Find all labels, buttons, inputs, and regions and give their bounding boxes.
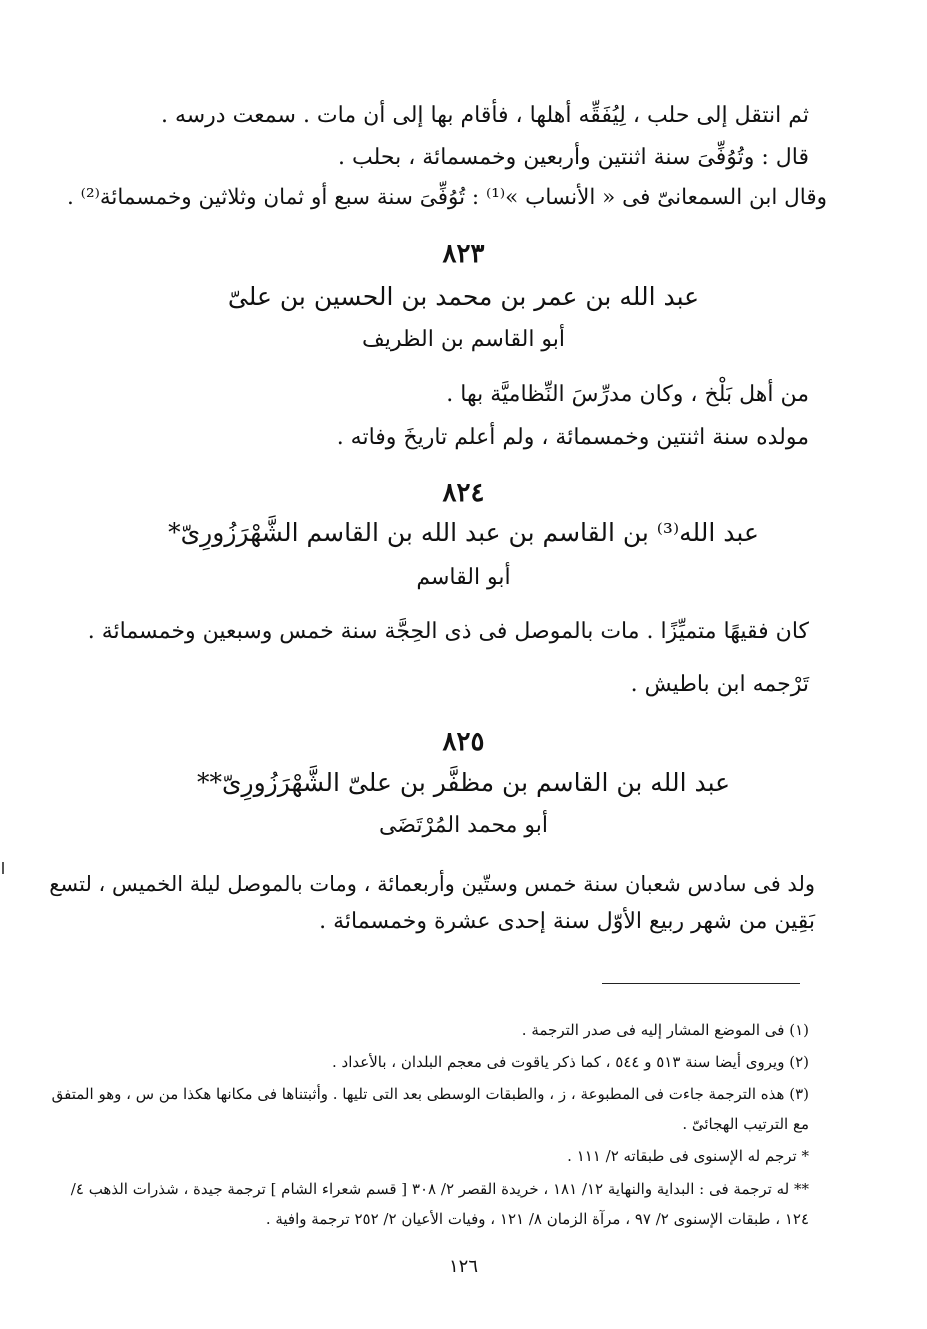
- entry-kunya-824: أبو القاسم: [416, 565, 511, 590]
- entry-name-823: عبد الله بن عمر بن محمد بن الحسين بن علىّ: [227, 282, 700, 311]
- entry-name-825: عبد الله بن القاسم بن مظفَّر بن علىّ الشَّهْرَزُورِىّ**: [196, 768, 731, 797]
- footnote-2: (٢) ويروى أيضا سنة ٥١٣ و ٥٤٤ ، كما ذكر ياقوت فى معجم البلدان ، بالأعداد .: [332, 1053, 809, 1071]
- entry-kunya-823: أبو القاسم بن الظريف: [361, 327, 566, 352]
- footnote-star: * ترجم له الإسنوى فى طبقاته ٢/ ١١١ .: [567, 1147, 809, 1165]
- entry-number-825: ٨٢٥: [442, 727, 485, 757]
- footnote-1: (١) فى الموضع المشار إليه فى صدر الترجمة .: [521, 1021, 809, 1039]
- entry-825-line-2: بَقِين من شهر ربيع الأوّل سنة إحدى عشرة وخمسمائة .: [319, 909, 815, 934]
- footnote-3: (٣) هذه الترجمة جاءت فى المطبوعة ، ز ، والطبقات الوسطى بعد التى تليها . وأثبتناها فى مكانها هكذا من س ، وهو المتفق: [51, 1085, 809, 1103]
- page-number: ١٢٦: [448, 1256, 478, 1277]
- footnote-separator: [602, 983, 800, 984]
- entry-823-line-1: من أهل بَلْخ ، وكان مدرِّسَ النِّظاميَّة بها .: [446, 382, 809, 407]
- entry-name-824: عبد الله⁽³⁾ بن القاسم بن عبد الله بن القاسم الشَّهْرَزُورِىّ*: [168, 518, 759, 547]
- entry-kunya-825: أبو محمد المُرْتَضَى: [378, 813, 549, 838]
- footnote-double-star: ** له ترجمة فى : البداية والنهاية ١٢/ ١٨١ ، خريدة القصر ٢/ ٣٠٨ [ قسم شعراء الشام ] ترجمة جيدة ، شذرات الذهب ٤/: [70, 1180, 809, 1198]
- footnote-double-star-continued: ١٢٤ ، طبقات الإسنوى ٢/ ٩٧ ، مرآة الزمان ٨/ ١٢١ ، وفيات الأعيان ٢/ ٢٥٢ ترجمة وافية .: [265, 1210, 809, 1228]
- intro-line-2: قال : وتُوُفِّىَ سنة اثنتين وأربعين وخمسمائة ، بحلب .: [338, 145, 809, 170]
- footnote-3-continued: مع الترتيب الهجائىّ .: [682, 1115, 809, 1133]
- intro-line-1: ثم انتقل إلى حلب ، لِيُفَقِّه أهلها ، فأقام بها إلى أن مات . سمعت درسه .: [160, 103, 809, 128]
- entry-number-823: ٨٢٣: [442, 239, 485, 269]
- intro-line-3: وقال ابن السمعانىّ فى « الأنساب »⁽¹⁾ : تُوُفِّىَ سنة سبع أو ثمان وثلاثين وخمسمائة⁽²⁾ .: [67, 185, 827, 210]
- entry-824-line-1: كان فقيهًا متميِّزًا . مات بالموصل فى ذى الحِجَّة سنة خمس وسبعين وخمسمائة .: [87, 619, 809, 644]
- entry-824-line-2: تَرْجمه ابن باطيش .: [630, 672, 809, 697]
- entry-825-line-1: ولد فى سادس شعبان سنة خمس وستّين وأربعمائة ، ومات بالموصل ليلة الخميس ، لتسع: [49, 872, 815, 896]
- scan-edge-mark: [2, 862, 4, 874]
- entry-number-824: ٨٢٤: [442, 478, 485, 508]
- entry-823-line-2: مولده سنة اثنتين وخمسمائة ، ولم أعلم تاريخَ وفاته .: [336, 425, 809, 450]
